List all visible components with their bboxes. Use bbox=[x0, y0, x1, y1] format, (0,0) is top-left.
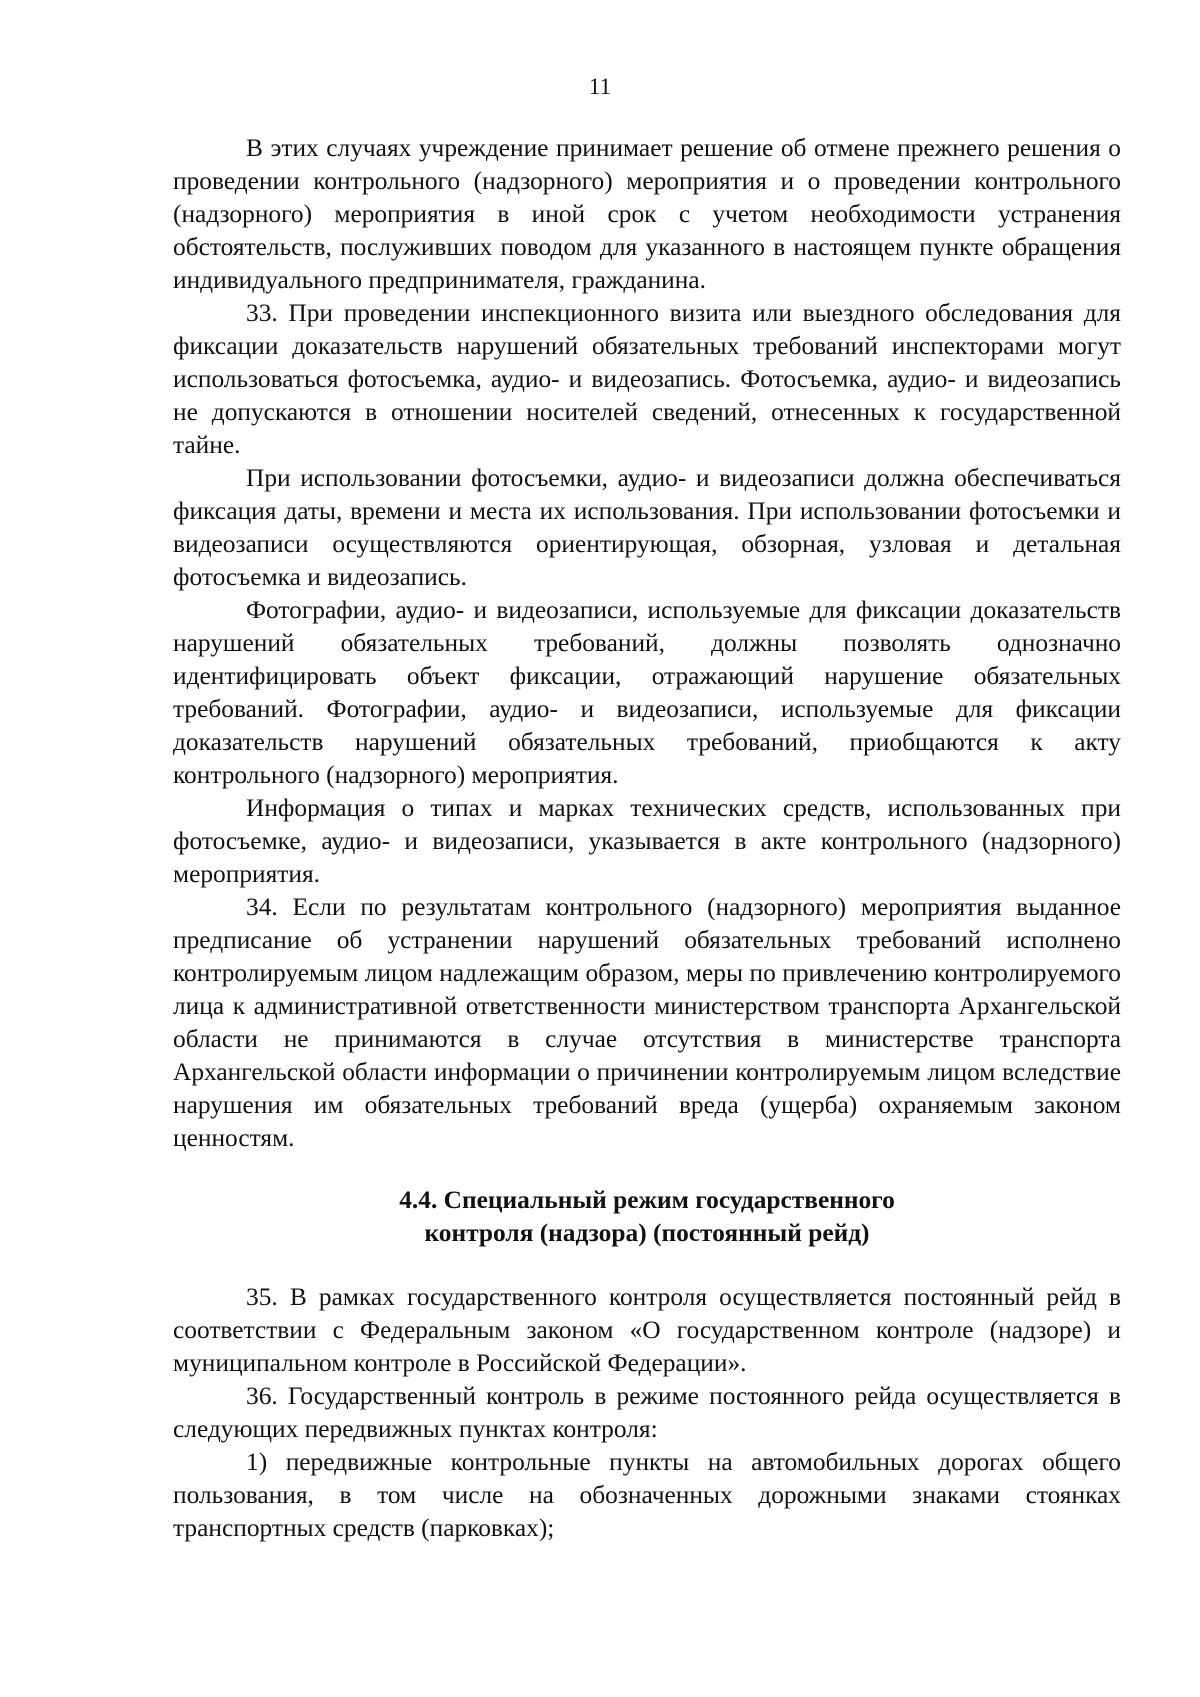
paragraph-34: 34. Если по результатам контрольного (надзорного) мероприятия выданное предписание об устранении нарушений обязательных требований исполнено контролируемым лицом надлежащим образом, меры по привлечению контролируемого лица к административной ответственности министерством транспорта Архангельской области не принимаются в случае отсутствия в министерстве транспорта Архангельской области информации о причинении контролируемым лицом вследствие нарушения им обязательных требований вреда (ущерба) охраняемым законом ценностям. bbox=[173, 893, 1121, 1152]
document-body bbox=[173, 132, 1121, 1545]
paragraph-rescheduling: В этих случаях учреждение принимает решение об отмене прежнего решения о проведении контрольного (надзорного) мероприятия и о проведении контрольного (надзорного) мероприятия в иной срок с учетом необходимости устранения обстоятельств, послуживших поводом для указанного в настоящем пункте обращения индивидуального предпринимателя, гражданина. bbox=[173, 134, 1121, 294]
section-heading-line-2: контроля (надзора) (постоянный рейд) bbox=[424, 1219, 870, 1247]
section-heading-line-1: 4.4. Специальный режим государственного bbox=[399, 1186, 895, 1214]
section-heading bbox=[173, 1184, 1121, 1250]
paragraph-36: 36. Государственный контроль в режиме постоянного рейда осуществляется в следующих передвижных пунктах контроля: bbox=[173, 1382, 1121, 1443]
paragraph-35: 35. В рамках государственного контроля осуществляется постоянный рейд в соответствии с Федеральным законом «О государственном контроле (надзоре) и муниципальном контроле в Российской Федерации». bbox=[173, 1283, 1121, 1377]
paragraph-recording-fixation: При использовании фотосъемки, аудио- и видеозаписи должна обеспечиваться фиксация даты, времени и места их использования. При использовании фотосъемки и видеозаписи осуществляются ориентирующая, обзорная, узловая и детальная фотосъемка и видеозапись. bbox=[173, 464, 1121, 591]
paragraph-photo-evidence: Фотографии, аудио- и видеозаписи, используемые для фиксации доказательств нарушений обязательных требований, должны позволять однозначно идентифицировать объект фиксации, отражающий нарушение обязательных требований. Фотографии, аудио- и видеозаписи, используемые для фиксации доказательств нарушений обязательных требований, приобщаются к акту контрольного (надзорного) мероприятия. bbox=[173, 596, 1121, 789]
page-number: 11 bbox=[588, 74, 612, 99]
paragraph-equipment-info: Информация о типах и марках технических средств, использованных при фотосъемке, аудио- и видеозаписи, указывается в акте контрольного (надзорного) мероприятия. bbox=[173, 794, 1121, 888]
paragraph-36-item-1: 1) передвижные контрольные пункты на автомобильных дорогах общего пользования, в том числе на обозначенных дорожными знаками стоянках транспортных средств (парковках); bbox=[173, 1448, 1121, 1542]
paragraph-33: 33. При проведении инспекционного визита или выездного обследования для фиксации доказательств нарушений обязательных требований инспекторами могут использоваться фотосъемка, аудио- и видеозапись. Фотосъемка, аудио- и видеозапись не допускаются в отношении носителей сведений, отнесенных к государственной тайне. bbox=[173, 299, 1121, 459]
